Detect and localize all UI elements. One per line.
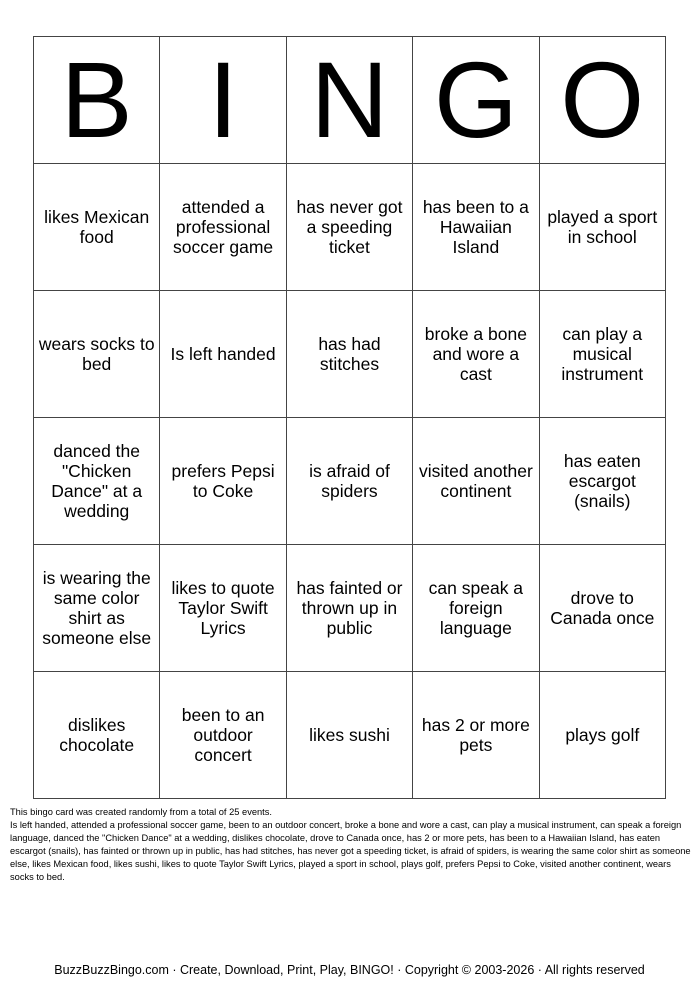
card-cell: is afraid of spiders [286, 418, 412, 545]
card-cell: dislikes chocolate [34, 672, 160, 799]
card-cell: drove to Canada once [539, 545, 665, 672]
card-cell: visited another continent [413, 418, 539, 545]
card-row [34, 418, 666, 545]
bingo-card [33, 36, 666, 799]
card-cell: broke a bone and wore a cast [413, 291, 539, 418]
card-row [34, 291, 666, 418]
card-cell: has never got a speeding ticket [286, 164, 412, 291]
card-cell: likes to quote Taylor Swift Lyrics [160, 545, 286, 672]
card-cell: wears socks to bed [34, 291, 160, 418]
card-cell: likes sushi [286, 672, 412, 799]
card-cell: been to an outdoor concert [160, 672, 286, 799]
card-cell: has eaten escargot (snails) [539, 418, 665, 545]
card-cell: attended a professional soccer game [160, 164, 286, 291]
card-info [10, 806, 692, 884]
card-cell: is wearing the same color shirt as someone else [34, 545, 160, 672]
card-row [34, 545, 666, 672]
card-cell: played a sport in school [539, 164, 665, 291]
header-letter-i: I [160, 37, 286, 164]
header-letter-o: O [539, 37, 665, 164]
card-row [34, 164, 666, 291]
info-summary: This bingo card was created randomly from a total of 25 events. [10, 807, 272, 817]
card-cell: has fainted or thrown up in public [286, 545, 412, 672]
card-cell: plays golf [539, 672, 665, 799]
card-cell: danced the "Chicken Dance" at a wedding [34, 418, 160, 545]
card-cell: can play a musical instrument [539, 291, 665, 418]
card-cell: has 2 or more pets [413, 672, 539, 799]
card-cell: likes Mexican food [34, 164, 160, 291]
header-row [34, 37, 666, 164]
page-footer: BuzzBuzzBingo.com · Create, Download, Print, Play, BINGO! · Copyright © 2003-2026 · All rights reserved [54, 963, 645, 977]
card-cell: Is left handed [160, 291, 286, 418]
card-cell: has been to a Hawaiian Island [413, 164, 539, 291]
card-cell: prefers Pepsi to Coke [160, 418, 286, 545]
card-cell: has had stitches [286, 291, 412, 418]
header-letter-n: N [286, 37, 412, 164]
header-letter-b: B [34, 37, 160, 164]
card-cell: can speak a foreign language [413, 545, 539, 672]
info-events-list: Is left handed, attended a professional soccer game, been to an outdoor concert, broke a bone and wore a cast, can play a musical instrument, can speak a foreign language, danced the "Chicken Dance" at a wedding, dislikes chocolate, drove to Canada once, has 2 or more pets, has been to a Hawaiian Island, has eaten escargot (snails), has fainted or thrown up in public, has had stitches, has never got a speeding ticket, is afraid of spiders, is wearing the same color shirt as someone else, likes Mexican food, likes sushi, likes to quote Taylor Swift Lyrics, played a sport in school, plays golf, prefers Pepsi to Coke, visited another continent, wears socks to bed. [10, 820, 691, 882]
card-row [34, 672, 666, 799]
header-letter-g: G [413, 37, 539, 164]
